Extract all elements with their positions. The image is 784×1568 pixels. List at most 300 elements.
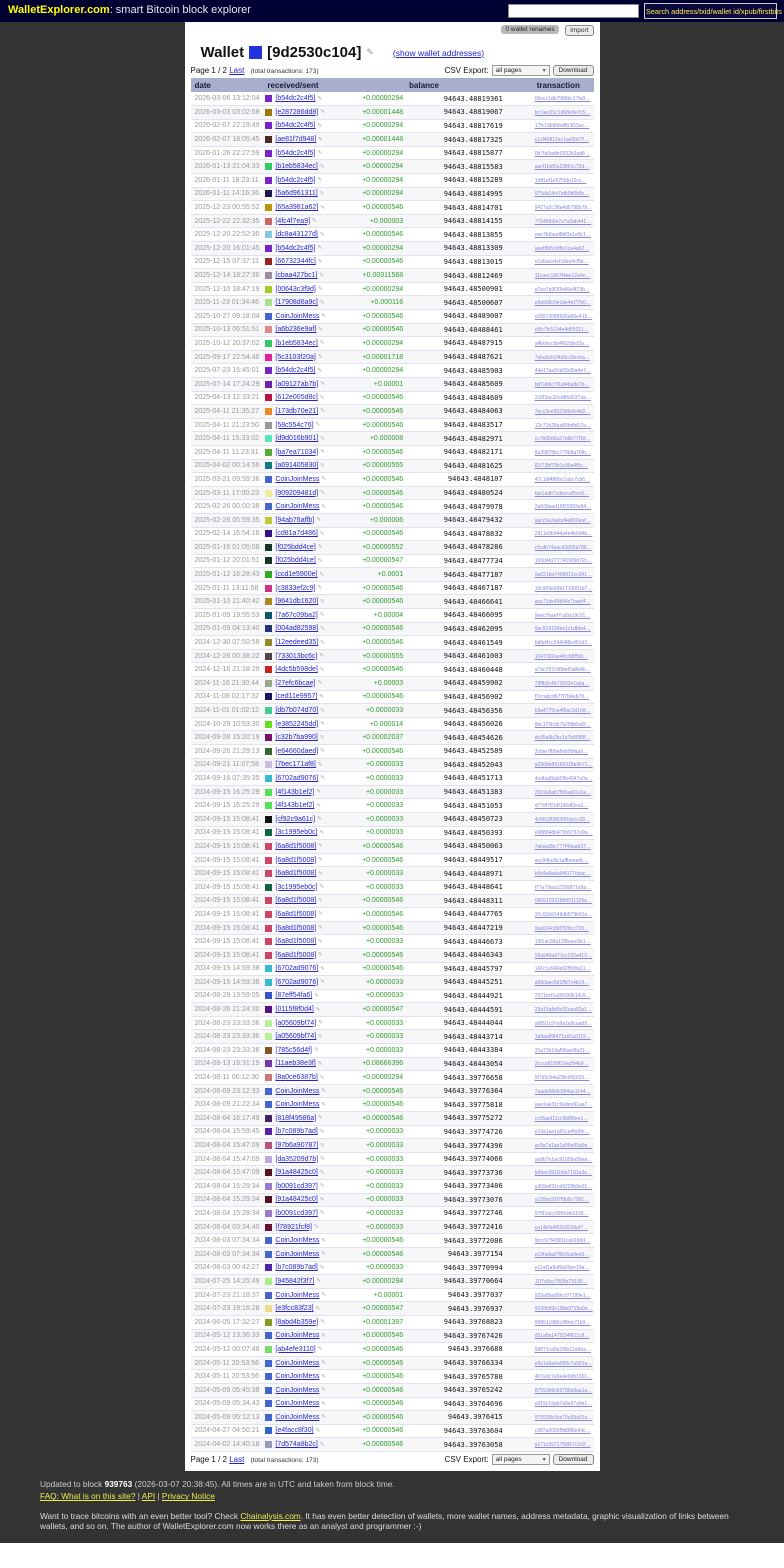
- wallet-link[interactable]: [a05609bf74]: [275, 1033, 317, 1041]
- transaction-link[interactable]: 7eba9cfc04b0cc9ecba…: [534, 354, 590, 361]
- edit-icon[interactable]: ✎: [313, 1224, 319, 1231]
- edit-icon[interactable]: ✎: [317, 245, 323, 252]
- wallet-link[interactable]: CoinJoinMess: [275, 1087, 320, 1095]
- transaction-link[interactable]: 1a9aa99f471a91a9119…: [534, 1034, 591, 1041]
- edit-icon[interactable]: ✎: [317, 1346, 323, 1353]
- edit-icon[interactable]: ✎: [315, 1427, 321, 1434]
- transaction-link[interactable]: 11caec1667f4ae12a4e…: [534, 273, 591, 280]
- wallet-link[interactable]: [17908d6a9c]: [275, 299, 318, 307]
- transaction-link[interactable]: a4bdaccbb4f02dbcf3a…: [534, 340, 589, 347]
- transaction-link[interactable]: 2911e0b944a4e4b0d4b…: [534, 531, 593, 538]
- edit-icon[interactable]: ✎: [320, 965, 325, 972]
- transaction-link[interactable]: f77a79aa12299871a9a…: [534, 884, 592, 891]
- wallet-link[interactable]: [b7c089b7ad]: [275, 1264, 318, 1272]
- transaction-link[interactable]: aacf1bdf2a19861c72d…: [534, 164, 590, 171]
- transaction-link[interactable]: a99daec9d1ffd7c4b19…: [534, 979, 590, 986]
- edit-icon[interactable]: ✎: [317, 95, 323, 102]
- wallet-link[interactable]: [f025bdd4ce]: [275, 543, 316, 551]
- edit-icon[interactable]: ✎: [318, 326, 323, 333]
- wallet-link[interactable]: [6702ad9076]: [275, 978, 319, 986]
- edit-icon[interactable]: ✎: [321, 1251, 326, 1258]
- transaction-link[interactable]: 316f3ac32ed86d037aa…: [534, 395, 591, 402]
- edit-icon[interactable]: ✎: [320, 775, 325, 782]
- transaction-link[interactable]: 47c1df480bc1abc7cb6…: [534, 476, 591, 483]
- edit-icon[interactable]: ✎: [320, 204, 325, 211]
- edit-icon[interactable]: ✎: [320, 435, 325, 442]
- transaction-link[interactable]: e11af1a9af9a99ee19a…: [534, 1265, 590, 1272]
- edit-icon[interactable]: ✎: [315, 422, 321, 429]
- wallet-link[interactable]: [f78921fcf8]: [275, 1223, 312, 1231]
- transaction-link[interactable]: ace71de49d94c7baef4…: [534, 599, 591, 606]
- transaction-link[interactable]: e19fa9ad7f9c9ca9ee9…: [534, 1251, 590, 1258]
- transaction-link[interactable]: 9ac919199be1c1dbfa4…: [534, 626, 591, 633]
- transaction-link[interactable]: 17fc19b9bbd8b3f15ec…: [534, 123, 590, 130]
- transaction-link[interactable]: 7764f9b9e7a7a3ab441…: [534, 218, 592, 225]
- transaction-link[interactable]: 2cfae7fb9a8eb9bfaa9…: [534, 748, 589, 755]
- wallet-link[interactable]: [da35209d7b]: [275, 1155, 319, 1163]
- transaction-link[interactable]: aae1ae31c9adee91aa7…: [534, 1102, 593, 1109]
- transaction-link[interactable]: c65572688506e66e415…: [534, 313, 593, 320]
- wallet-link[interactable]: [ccd1e5900e]: [275, 571, 318, 579]
- transaction-link[interactable]: e988848b473b9737e9a…: [534, 830, 593, 837]
- transaction-link[interactable]: 2a939aad19f29393e94…: [534, 504, 592, 511]
- edit-icon[interactable]: ✎: [321, 1088, 326, 1095]
- transaction-link[interactable]: 2919a9ab7f99aa91a1a…: [534, 789, 592, 796]
- edit-icon[interactable]: ✎: [319, 1210, 325, 1217]
- edit-icon[interactable]: ✎: [317, 557, 323, 564]
- transaction-link[interactable]: 8a39875bc779b8a7f4b…: [534, 449, 591, 456]
- wallet-link[interactable]: [87eff54fa6]: [275, 992, 313, 1000]
- edit-icon[interactable]: ✎: [321, 1414, 326, 1421]
- transaction-link[interactable]: b9d4a9ada94f177cbac…: [534, 871, 591, 878]
- wallet-link[interactable]: [6a8d1f5008]: [275, 938, 317, 946]
- wallet-link[interactable]: [7a67c09ba2]: [275, 611, 318, 619]
- edit-icon[interactable]: ✎: [318, 938, 323, 945]
- wallet-link[interactable]: CoinJoinMess: [275, 1359, 320, 1367]
- transaction-link[interactable]: 929af9ad99cc97199e1…: [534, 1292, 591, 1299]
- transaction-link[interactable]: 44e17aa3cbf1bd9a4e7…: [534, 368, 591, 375]
- wallet-link[interactable]: CoinJoinMess: [275, 1373, 320, 1381]
- search-button[interactable]: Search address/txid/wallet id/xpub/firstbits: [644, 3, 777, 19]
- wallet-link[interactable]: [945842f3f7]: [275, 1277, 315, 1285]
- edit-icon[interactable]: ✎: [318, 843, 323, 850]
- edit-icon[interactable]: ✎: [318, 897, 323, 904]
- transaction-link[interactable]: 99a949a971cc192a419…: [534, 952, 592, 959]
- wallet-link[interactable]: CoinJoinMess: [275, 312, 320, 320]
- wallet-link[interactable]: CoinJoinMess: [275, 1101, 320, 1109]
- edit-icon[interactable]: ✎: [316, 1278, 321, 1285]
- wallet-link[interactable]: [c32b7ba990]: [275, 734, 318, 742]
- transaction-link[interactable]: c5cdb74aacd3d05a788…: [534, 544, 592, 551]
- edit-icon[interactable]: ✎: [317, 816, 322, 823]
- wallet-link[interactable]: [b54dc2c4f5]: [275, 149, 316, 157]
- wallet-link[interactable]: [b1eb5834ec]: [275, 339, 318, 347]
- wallet-link[interactable]: [a09127ab7b]: [275, 380, 319, 388]
- wallet-link[interactable]: [e64660daed]: [275, 747, 319, 755]
- edit-icon[interactable]: ✎: [319, 272, 325, 279]
- api-link[interactable]: API: [141, 1491, 156, 1502]
- wallet-link[interactable]: CoinJoinMess: [275, 1386, 320, 1394]
- transaction-link[interactable]: dc05a9b2bc1a7b898f8…: [534, 735, 591, 742]
- edit-icon[interactable]: ✎: [316, 789, 321, 796]
- wallet-link[interactable]: [6702ad9076]: [275, 965, 319, 973]
- wallet-link[interactable]: [12eedeed35]: [275, 639, 319, 647]
- site-logo[interactable]: WalletExplorer.com: [8, 4, 110, 16]
- wallet-link[interactable]: [3c1995eb0c]: [275, 883, 318, 891]
- transaction-link[interactable]: 06ecc1db7586bc17fa9…: [534, 96, 591, 103]
- transaction-link[interactable]: bc7ae1f1c1d68e9e7c5…: [534, 109, 591, 116]
- edit-icon[interactable]: ✎: [315, 1305, 321, 1312]
- wallet-link[interactable]: [dc8a43127d]: [275, 231, 318, 239]
- wallet-link[interactable]: CoinJoinMess: [275, 1413, 320, 1421]
- wallet-link[interactable]: [4fc4f7ea9]: [275, 217, 311, 225]
- wallet-link[interactable]: [a691405830]: [275, 462, 319, 470]
- transaction-link[interactable]: 193d4b277740909d72c…: [534, 558, 593, 565]
- edit-icon[interactable]: ✎: [318, 1033, 323, 1040]
- transaction-link[interactable]: c1cf40812ac1ae5b07f…: [534, 137, 589, 144]
- transaction-link[interactable]: 7aade9fd4c594ae1144…: [534, 1088, 591, 1095]
- edit-icon[interactable]: ✎: [319, 299, 325, 306]
- edit-icon[interactable]: ✎: [320, 490, 325, 497]
- transaction-link[interactable]: eee7b0aad8df3e1e8c1…: [534, 232, 591, 239]
- edit-icon[interactable]: ✎: [320, 449, 325, 456]
- faq-link[interactable]: What is on this site?: [61, 1491, 136, 1502]
- edit-icon[interactable]: ✎: [321, 1400, 326, 1407]
- edit-icon[interactable]: ✎: [320, 721, 325, 728]
- show-wallet-addresses-link[interactable]: (show wallet addresses): [392, 47, 485, 58]
- wallet-link[interactable]: [91a48425c0]: [275, 1196, 318, 1204]
- edit-icon[interactable]: ✎: [312, 218, 317, 225]
- transaction-link[interactable]: 19c909e99b1710001b7…: [534, 585, 593, 592]
- edit-icon[interactable]: ✎: [318, 952, 323, 959]
- wallet-link[interactable]: CoinJoinMess: [275, 1291, 320, 1299]
- edit-icon[interactable]: ✎: [319, 190, 325, 197]
- transaction-link[interactable]: 7ecc3ee5533dfa0c4d2…: [534, 408, 591, 415]
- edit-icon[interactable]: ✎: [319, 1441, 325, 1448]
- edit-icon[interactable]: ✎: [319, 829, 325, 836]
- edit-icon[interactable]: ✎: [319, 231, 325, 238]
- transaction-link[interactable]: e1a5ace4cfc8ea4cf5e…: [534, 259, 589, 266]
- edit-icon[interactable]: ✎: [320, 979, 325, 986]
- edit-icon[interactable]: ✎: [319, 884, 325, 891]
- edit-icon[interactable]: ✎: [320, 381, 325, 388]
- wallet-link[interactable]: [58c554c76]: [275, 421, 314, 429]
- transaction-link[interactable]: a7ea7a9f30b46e4f73b…: [534, 286, 590, 293]
- edit-icon[interactable]: ✎: [321, 1101, 326, 1108]
- edit-icon[interactable]: ✎: [320, 1142, 325, 1149]
- edit-icon[interactable]: ✎: [318, 911, 323, 918]
- wallet-link[interactable]: [ae81f7d948]: [275, 136, 317, 144]
- wallet-link[interactable]: [db7b074d70]: [275, 707, 319, 715]
- edit-icon[interactable]: ✎: [317, 354, 323, 361]
- transaction-link[interactable]: 0b7fa0adfe0332b3ad8…: [534, 150, 590, 157]
- wallet-link[interactable]: [6a8d1f5008]: [275, 897, 317, 905]
- wallet-link[interactable]: [8a0ce6387b]: [275, 1074, 318, 1082]
- edit-icon[interactable]: ✎: [318, 925, 323, 932]
- wallet-link[interactable]: [6a8d1f5008]: [275, 842, 317, 850]
- transaction-link[interactable]: 9ccc97f49991ca91b9d…: [534, 1238, 591, 1245]
- transaction-link[interactable]: 19f1ac09a129baac9e1…: [534, 939, 591, 946]
- wallet-link[interactable]: [6702ad9076]: [275, 774, 319, 782]
- transaction-link[interactable]: 7abaa3bc777f49aa937…: [534, 843, 591, 850]
- transaction-link[interactable]: bd7ab6c7f1af4ba8e7b…: [534, 381, 590, 388]
- transaction-link[interactable]: 81f73bf79b1c95a4f5c…: [534, 463, 588, 470]
- edit-icon[interactable]: ✎: [320, 462, 325, 469]
- transaction-link[interactable]: 12c71b28aa80bdfd17a…: [534, 422, 591, 429]
- wallet-link[interactable]: [c3833ef2c9]: [275, 584, 316, 592]
- transaction-link[interactable]: 8dc175b3b7b298b5af2…: [534, 721, 591, 728]
- edit-icon[interactable]: ✎: [319, 340, 325, 347]
- edit-icon[interactable]: ✎: [320, 625, 325, 632]
- wallet-link[interactable]: [27efc6bcae]: [275, 679, 316, 687]
- edit-icon[interactable]: ✎: [317, 544, 323, 551]
- transaction-link[interactable]: 1047302ae4fcc88f5fd…: [534, 653, 588, 660]
- edit-icon[interactable]: ✎: [317, 122, 323, 129]
- transaction-link[interactable]: ca14bfa4f91b9299af7…: [534, 1224, 589, 1231]
- edit-icon[interactable]: ✎: [321, 503, 326, 510]
- wallet-link[interactable]: [ba7ea71034]: [275, 448, 319, 456]
- wallet-link[interactable]: [91a48425c0]: [275, 1169, 318, 1177]
- edit-icon[interactable]: ✎: [321, 1387, 326, 1394]
- wallet-link[interactable]: [cbaa427bc1]: [275, 272, 318, 280]
- edit-icon[interactable]: ✎: [319, 530, 325, 537]
- transaction-link[interactable]: a29d9e89169318a9b71…: [534, 762, 593, 769]
- edit-icon[interactable]: ✎: [319, 163, 325, 170]
- transaction-link[interactable]: e19a1ae1a91ca4fa9fe…: [534, 1129, 590, 1136]
- edit-icon[interactable]: ✎: [319, 1128, 325, 1135]
- transaction-link[interactable]: 29a15a8d9c92caa92a1…: [534, 1007, 592, 1014]
- wallet-link[interactable]: [b0091cd397]: [275, 1209, 318, 1217]
- wallet-link[interactable]: [b54dc2c4f5]: [275, 122, 316, 130]
- transaction-link[interactable]: aa9b7a1ac91999a99ea…: [534, 1156, 593, 1163]
- transaction-link[interactable]: b9a4775ca4f0ac2d10d…: [534, 708, 591, 715]
- wallet-link[interactable]: [612e005d8c]: [275, 394, 318, 402]
- transaction-link[interactable]: cc7b80d9a37a9b77f3d…: [534, 436, 591, 443]
- edit-icon[interactable]: ✎: [317, 150, 323, 157]
- edit-icon[interactable]: ✎: [319, 734, 325, 741]
- transaction-link[interactable]: 1fdf1ef1e57f2de12cc…: [534, 177, 587, 184]
- transaction-link[interactable]: 73ffb3c4b73832e1aba…: [534, 680, 590, 687]
- wallet-link[interactable]: [e3852245dd]: [275, 720, 319, 728]
- wallet-link[interactable]: [4dc5b598de]: [275, 666, 318, 674]
- edit-icon[interactable]: ✎: [317, 761, 323, 768]
- transaction-link[interactable]: bd9ac9911b9a7191a3a…: [534, 1170, 592, 1177]
- wallet-link[interactable]: [b0091cd397]: [275, 1182, 318, 1190]
- wallet-link[interactable]: CoinJoinMess: [275, 475, 320, 483]
- edit-icon[interactable]: ✎: [317, 585, 323, 592]
- transaction-link[interactable]: 4b7a9c7a9a4e99b1991…: [534, 1374, 593, 1381]
- wallet-link[interactable]: [97b6a90787]: [275, 1142, 319, 1150]
- transaction-link[interactable]: 975da14cf7afb9b5b8c…: [534, 191, 590, 198]
- wallet-link[interactable]: [a05609bf74]: [275, 1019, 317, 1027]
- wallet-link[interactable]: [0115f8f0d4]: [275, 1006, 314, 1014]
- transaction-link[interactable]: aaef8b5cbf8e1ca4ab2…: [534, 245, 590, 252]
- download-button[interactable]: Download: [553, 65, 594, 76]
- wallet-link[interactable]: [a6b236e9af]: [275, 326, 317, 334]
- edit-icon[interactable]: ✎: [320, 1156, 325, 1163]
- transaction-link[interactable]: ccf3aad11cc9b8f9ee1…: [534, 1115, 589, 1122]
- transaction-link[interactable]: 99851c985c9f9cb71b9…: [534, 1319, 591, 1326]
- transaction-link[interactable]: 4cf9028980991bccc28…: [534, 816, 591, 823]
- transaction-link[interactable]: 99871ca9a1f9b12a9ba…: [534, 1346, 591, 1353]
- import-button[interactable]: Import: [565, 25, 593, 36]
- wallet-link[interactable]: [94ab76affb]: [275, 516, 315, 524]
- edit-icon[interactable]: ✎: [320, 748, 325, 755]
- wallet-link[interactable]: [b54dc2c4f5]: [275, 367, 316, 375]
- transaction-link[interactable]: c987a2059f9d986e94c…: [534, 1428, 591, 1435]
- transaction-link[interactable]: e9a9d9c9e1de4ef77b0…: [534, 300, 591, 307]
- edit-icon[interactable]: ✎: [321, 476, 326, 483]
- last-page-link[interactable]: Last: [229, 1454, 245, 1464]
- edit-icon[interactable]: ✎: [319, 1074, 325, 1081]
- transaction-link[interactable]: 87593b9cb9799a9aa1a…: [534, 1387, 593, 1394]
- wallet-link[interactable]: [b54dc2c4f5]: [275, 176, 316, 184]
- wallet-link[interactable]: [6a8d1f5008]: [275, 870, 317, 878]
- edit-icon[interactable]: ✎: [319, 571, 325, 578]
- wallet-link[interactable]: [e4facc8f30]: [275, 1427, 314, 1435]
- transaction-link[interactable]: 31a73b19af99ae9fa31…: [534, 1047, 590, 1054]
- wallet-link[interactable]: [9641db1620]: [275, 598, 319, 606]
- transaction-link[interactable]: 9199b99e19bb9719a9a…: [534, 1306, 593, 1313]
- edit-icon[interactable]: ✎: [317, 177, 323, 184]
- wallet-link[interactable]: [6a8d1f5008]: [275, 856, 317, 864]
- edit-icon[interactable]: ✎: [321, 313, 326, 320]
- wallet-link[interactable]: [66732344fc]: [275, 258, 316, 266]
- transaction-link[interactable]: 9427a2c38a4d5798b7b…: [534, 205, 593, 212]
- edit-icon[interactable]: ✎: [320, 707, 325, 714]
- edit-icon[interactable]: ✎: [318, 857, 323, 864]
- edit-icon[interactable]: ✎: [321, 1360, 326, 1367]
- edit-icon[interactable]: ✎: [319, 693, 324, 700]
- edit-icon[interactable]: ✎: [321, 1332, 326, 1339]
- wallet-link[interactable]: [4f143b1ef2]: [275, 788, 315, 796]
- transaction-link[interactable]: d77df781df196df2ea1…: [534, 803, 589, 810]
- chainalysis-link[interactable]: Chainalysis.com: [240, 1510, 301, 1521]
- transaction-link[interactable]: fae1adb7cdbecaf5ce9…: [534, 490, 589, 497]
- wallet-link[interactable]: [b1eb5834ec]: [275, 163, 318, 171]
- wallet-link[interactable]: [173db70e21]: [275, 407, 319, 415]
- wallet-link[interactable]: [909209481d]: [275, 489, 319, 497]
- edit-icon[interactable]: ✎: [318, 1115, 323, 1122]
- edit-icon[interactable]: ✎: [320, 1319, 325, 1326]
- edit-icon[interactable]: ✎: [318, 870, 323, 877]
- wallet-link[interactable]: CoinJoinMess: [275, 1237, 320, 1245]
- edit-icon[interactable]: ✎: [321, 1237, 326, 1244]
- transaction-link[interactable]: a171c59717f9857c2d2…: [534, 1442, 591, 1449]
- transaction-link[interactable]: 9eec7baef7ca9a19c91…: [534, 612, 591, 619]
- edit-icon[interactable]: ✎: [320, 408, 325, 415]
- wallet-link[interactable]: [6a8d1f5008]: [275, 924, 317, 932]
- wallet-link[interactable]: CoinJoinMess: [275, 1400, 320, 1408]
- wallet-link[interactable]: [11aeb38e3f]: [275, 1060, 316, 1068]
- wallet-link[interactable]: [b54dc2c4f5]: [275, 244, 316, 252]
- wallet-link[interactable]: [cd81a7d486]: [275, 530, 318, 538]
- edit-icon[interactable]: ✎: [317, 367, 323, 374]
- wallet-link[interactable]: [6a8d1f5008]: [275, 951, 317, 959]
- wallet-link[interactable]: [b54dc2c4f5]: [275, 95, 316, 103]
- edit-icon[interactable]: ✎: [366, 47, 374, 57]
- wallet-link[interactable]: [8abd4b359e]: [275, 1318, 319, 1326]
- transaction-link[interactable]: cf6c7fc5194e4d55011…: [534, 327, 589, 334]
- transaction-link[interactable]: 37c91b9149db979b91e…: [534, 911, 593, 918]
- wallet-link[interactable]: CoinJoinMess: [275, 503, 320, 511]
- edit-icon[interactable]: ✎: [321, 1292, 326, 1299]
- transaction-link[interactable]: f7ccabcdb77f7b4ab79…: [534, 694, 589, 701]
- edit-icon[interactable]: ✎: [314, 992, 319, 999]
- wallet-link[interactable]: [e3fcc83f23]: [275, 1305, 314, 1313]
- transaction-link[interactable]: a7ac707c98bef0a8b4b…: [534, 667, 591, 674]
- transaction-link[interactable]: a9891c97a9a1a9caad9…: [534, 1020, 592, 1027]
- transaction-link[interactable]: 4edba99ab09b4947e0a…: [534, 775, 593, 782]
- edit-icon[interactable]: ✎: [320, 639, 325, 646]
- last-page-link[interactable]: Last: [229, 66, 245, 75]
- wallet-link[interactable]: [3c1995eb0c]: [275, 829, 318, 837]
- edit-icon[interactable]: ✎: [320, 109, 325, 116]
- wallet-link[interactable]: [6a8d1f5008]: [275, 910, 317, 918]
- wallet-link[interactable]: [e287286dd8]: [275, 108, 319, 116]
- transaction-link[interactable]: 7371bcf1a99199b14c9…: [534, 993, 591, 1000]
- wallet-link[interactable]: [d9d016b901]: [275, 435, 319, 443]
- wallet-link[interactable]: [7bec171af8]: [275, 761, 316, 769]
- edit-icon[interactable]: ✎: [317, 258, 323, 265]
- edit-icon[interactable]: ✎: [317, 1060, 323, 1067]
- edit-icon[interactable]: ✎: [318, 1020, 323, 1027]
- edit-icon[interactable]: ✎: [319, 612, 325, 619]
- edit-icon[interactable]: ✎: [319, 1169, 325, 1176]
- wallet-link[interactable]: CoinJoinMess: [275, 1332, 320, 1340]
- edit-icon[interactable]: ✎: [319, 1264, 325, 1271]
- privacy-link[interactable]: Privacy Notice: [161, 1491, 215, 1502]
- transaction-link[interactable]: 2ccca8189f19acf94b9…: [534, 1061, 589, 1068]
- transaction-link[interactable]: 9a021ba7498913cc341…: [534, 572, 592, 579]
- wallet-link[interactable]: [ced11e9957]: [275, 693, 318, 701]
- transaction-link[interactable]: 141c1a949a92fb99a11…: [534, 966, 591, 973]
- edit-icon[interactable]: ✎: [317, 286, 323, 293]
- transaction-link[interactable]: bd6d4cc244048e461d3…: [534, 640, 592, 647]
- edit-icon[interactable]: ✎: [319, 653, 325, 660]
- wallet-link[interactable]: [5c3103f20a]: [275, 353, 316, 361]
- wallet-link[interactable]: [65a3981a62]: [275, 204, 319, 212]
- download-button[interactable]: Download: [553, 1454, 594, 1465]
- csv-pages-select[interactable]: [492, 1454, 550, 1465]
- wallet-link[interactable]: [733013bc6c]: [275, 652, 318, 660]
- transaction-link[interactable]: 97f91acc99f9cbb1199…: [534, 1210, 589, 1217]
- csv-pages-select[interactable]: [492, 65, 550, 76]
- wallet-link[interactable]: [5a6d961311]: [275, 190, 318, 198]
- wallet-link[interactable]: [4f143b1ef2]: [275, 802, 315, 810]
- transaction-link[interactable]: 11f7a9cc7f93fa79199…: [534, 1278, 588, 1285]
- edit-icon[interactable]: ✎: [313, 1047, 319, 1054]
- edit-icon[interactable]: ✎: [319, 666, 325, 673]
- wallet-link[interactable]: CoinJoinMess: [275, 1250, 320, 1258]
- transaction-link[interactable]: aacc9a2aebd4e800eaf…: [534, 517, 591, 524]
- edit-icon[interactable]: ✎: [317, 680, 323, 687]
- transaction-link[interactable]: 975939b3cb79a99a91a…: [534, 1414, 593, 1421]
- transaction-link[interactable]: a109ac93f7f9b9c7991…: [534, 1197, 590, 1204]
- edit-icon[interactable]: ✎: [315, 1006, 321, 1013]
- transaction-link[interactable]: a309e691cd9229b9e91…: [534, 1183, 593, 1190]
- transaction-link[interactable]: a919c19ab7a9a97a9e1…: [534, 1401, 593, 1408]
- transaction-link[interactable]: ac9a7a1ae1a99e99a9e…: [534, 1143, 593, 1150]
- edit-icon[interactable]: ✎: [318, 136, 323, 143]
- wallet-link[interactable]: [cf92c9a61c]: [275, 815, 316, 823]
- edit-icon[interactable]: ✎: [319, 1183, 325, 1190]
- edit-icon[interactable]: ✎: [316, 517, 321, 524]
- edit-icon[interactable]: ✎: [320, 598, 325, 605]
- search-input[interactable]: [508, 4, 639, 18]
- wallet-link[interactable]: [b7c089b7ad]: [275, 1128, 318, 1136]
- wallet-link[interactable]: [ab4efe3110]: [275, 1345, 316, 1353]
